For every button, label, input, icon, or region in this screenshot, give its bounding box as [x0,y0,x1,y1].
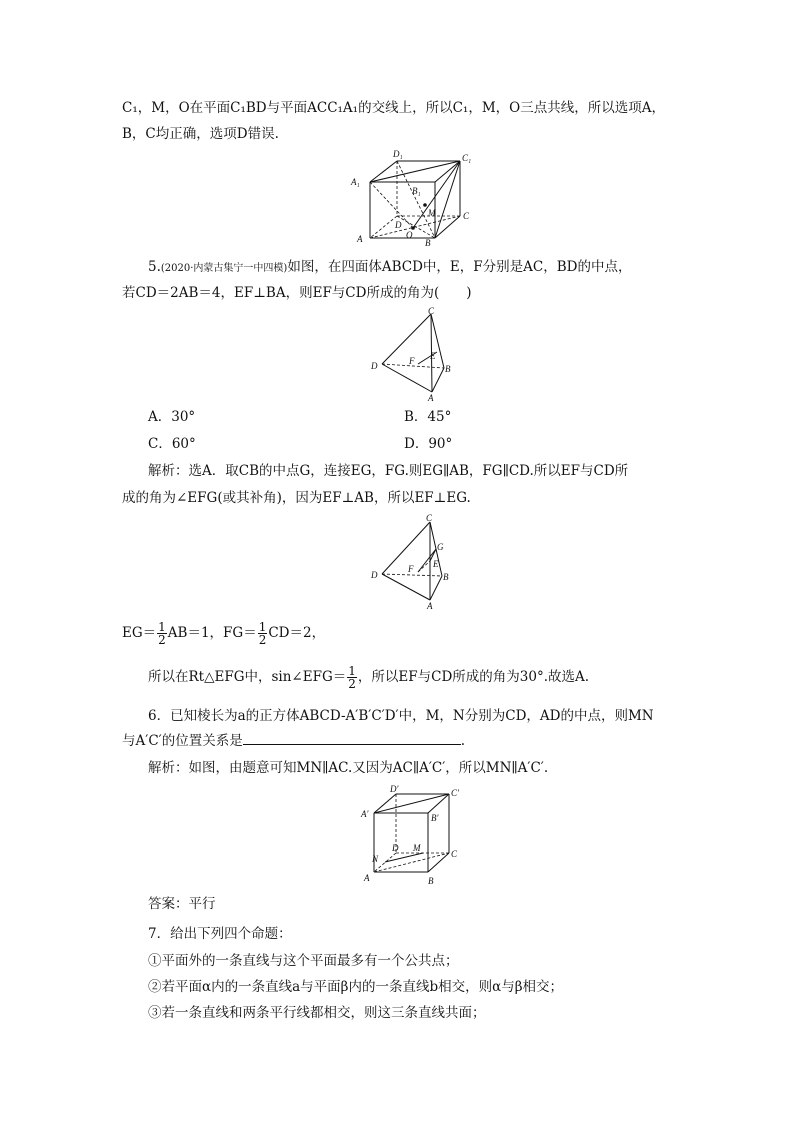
concl-a: 所以在Rt△EFG中，sin∠EFG＝ [148,669,347,685]
fig2-label-E: E [430,351,436,361]
fraction-half-2 [258,621,268,646]
fig2-label-A: A [428,393,434,402]
q7-stem: 7．给出下列四个命题： [148,926,292,942]
q6-stem-2-end: . [460,733,466,749]
q5-stem-1: 如图，在四面体ABCD中，E，F分别是AC，BD的中点， [287,259,632,275]
q5-source: (2020·内蒙古集宁一中四模) [160,263,288,274]
q7-proposition-3: ③若一条直线和两条平行线都相交，则这三条直线共面； [148,1005,486,1021]
fig4-label-C: C [451,849,458,859]
fraction-den: 2 [158,633,166,647]
fig1-label-A: A [357,234,363,244]
q5-option-a: A．30° [148,409,196,425]
fig1-label-D1: D₁ [393,149,403,159]
fig3-label-F: F [408,564,414,574]
fig3-label-D: D [371,570,378,580]
q5-option-b: B．45° [404,409,452,425]
fraction-den: 2 [348,677,356,691]
q5-number: 5. [148,259,161,275]
q5-stem-line-2: 若CD＝2AB＝4，EF⊥BA，则EF与CD所成的角为( ) [122,285,472,301]
fraction-half-1 [157,621,167,646]
fig2-label-B: B [445,364,451,374]
q6-stem-line-1: 6．已知棱长为a的正方体ABCD-A′B′C′D′中，M，N分别为CD，AD的中点，则MN [148,708,654,724]
concl-b: ，所以EF与CD所成的角为30°.故选A. [357,669,590,685]
q6-analysis: 解析：如图，由题意可知MN∥AC.又因为AC∥A′C′，所以MN∥A′C′. [148,760,549,776]
fig3-label-E: E [433,559,439,569]
fig4-label-C-prime: C′ [451,788,459,798]
fig4-label-D: D [392,843,399,853]
q5-option-d: D．90° [404,436,453,452]
fig2-label-D: D [371,361,378,371]
eq-eg: EG＝ [122,625,157,641]
eq-ab: AB＝1，FG＝ [167,625,257,641]
q6-stem-2: 与A′C′的位置关系是 [122,733,243,749]
answer-blank [243,732,461,745]
fig4-label-A: A [364,873,370,883]
q6-stem-line-2 [122,732,465,750]
q5-analysis-line-1: 解析：选A．取CB的中点G，连接EG，FG.则EG∥AB，FG∥CD.所以EF与CD所 [148,463,629,479]
eq-cd: CD＝2， [268,625,326,641]
fig4-label-N: N [372,854,379,864]
fig1-label-C: C [463,211,470,221]
tetrahedron-figure-1 [366,306,466,402]
tetrahedron-figure-2 [366,512,466,610]
fraction-half-3 [347,665,357,690]
fig3-label-C: C [426,513,433,523]
fraction-num: 1 [348,664,356,678]
fig1-label-B: B [425,238,431,248]
fraction-num: 1 [158,620,166,634]
fig4-label-M: M [413,843,421,853]
q5-stem-line-1 [148,258,631,278]
fig1-label-C1: C₁ [462,153,472,163]
intro-line-2: B，C均正确，选项D错误. [122,126,279,142]
fig1-label-B1: B₁ [412,186,421,196]
fig1-label-M: M [428,208,436,218]
fig4-label-B-prime: B′ [431,813,439,823]
fig3-label-B: B [443,572,449,582]
fig1-label-O: O [406,230,413,240]
fig3-label-A: A [427,601,433,610]
fig1-label-D: D [395,220,402,230]
q5-equation [122,621,325,646]
fig3-label-G: G [437,542,444,552]
fig4-label-A-prime: A′ [361,809,369,819]
q7-proposition-2: ②若平面α内的一条直线a与平面β内的一条直线b相交，则α与β相交； [148,979,564,995]
fraction-num: 1 [258,620,267,634]
fig4-label-D-prime: D′ [390,784,399,794]
q5-analysis-line-2: 成的角为∠EFG(或其补角)，因为EF⊥AB，所以EF⊥EG. [122,490,471,506]
fig1-label-A1: A₁ [351,177,360,187]
intro-line-1: C₁，M，O在平面C₁BD与平面ACC₁A₁的交线上，所以C₁，M，O三点共线，所以选项A， [122,100,665,116]
cube-figure-2 [352,783,470,887]
q7-proposition-1: ①平面外的一条直线与这个平面最多有一个公共点； [148,953,459,969]
q5-option-c: C．60° [148,436,196,452]
cube-figure-1 [345,146,475,250]
fig2-label-C: C [428,306,435,316]
q6-answer: 答案：平行 [148,896,216,912]
fig2-label-F: F [409,356,415,366]
fig4-label-B: B [428,876,434,886]
fraction-den: 2 [258,633,267,647]
q5-conclusion [148,665,589,690]
